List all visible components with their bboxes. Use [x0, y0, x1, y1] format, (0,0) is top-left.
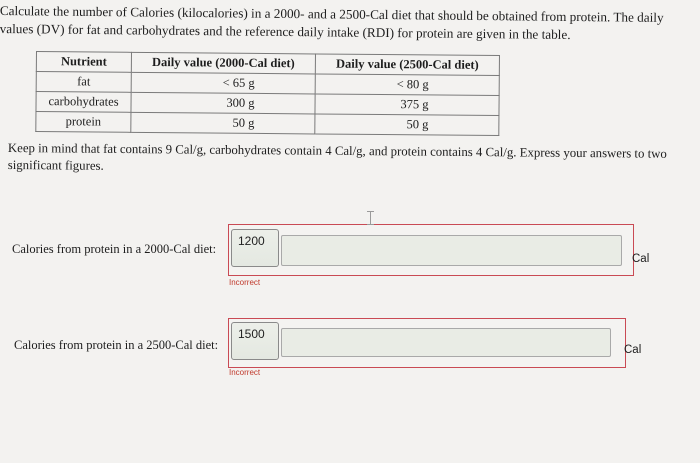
nutrient-table [35, 51, 500, 136]
question-label-2000: Calories from protein in a 2000-Cal diet: [12, 242, 217, 256]
text-cursor-icon [370, 211, 371, 225]
cell-2500: 375 g [315, 94, 499, 116]
cell-2500: 50 g [315, 114, 499, 136]
answer-value-2500[interactable]: 1500 [231, 322, 279, 360]
answer-input-2000[interactable] [281, 235, 622, 266]
cell-nutrient: fat [36, 72, 131, 93]
answer-value-2000[interactable]: 1200 [231, 229, 279, 267]
header-2500-cal: Daily value (2500-Cal diet) [315, 54, 499, 76]
cell-nutrient: protein [36, 112, 131, 133]
question-intro: Calculate the number of Calories (kilocalories) in a 2000- and a 2500-Cal diet that should be obtained from protein. The daily values (DV) for fat and carbohydrates and the reference daily intake (RDI) for protein are given in the table. [0, 2, 664, 42]
feedback-2500: Incorrect [229, 368, 261, 377]
feedback-2000: Incorrect [229, 278, 261, 287]
cell-2000: 50 g [131, 112, 315, 134]
cell-2500: < 80 g [315, 74, 499, 96]
table-row [36, 112, 499, 136]
cell-2000: < 65 g [131, 72, 315, 94]
answer-input-2500[interactable] [281, 328, 611, 357]
unit-label-2500: Cal [624, 344, 642, 356]
cell-2000: 300 g [131, 92, 315, 114]
header-nutrient: Nutrient [36, 52, 131, 73]
cell-nutrient: carbohydrates [36, 92, 131, 113]
question-label-2500: Calories from protein in a 2500-Cal diet: [14, 338, 219, 352]
instructions-note: Keep in mind that fat contains 9 Cal/g, carbohydrates contain 4 Cal/g, and protein contains 4 Cal/g. Express your answers to two significant figures. [7, 140, 667, 173]
header-2000-cal: Daily value (2000-Cal diet) [131, 52, 315, 74]
unit-label-2000: Cal [632, 253, 650, 265]
